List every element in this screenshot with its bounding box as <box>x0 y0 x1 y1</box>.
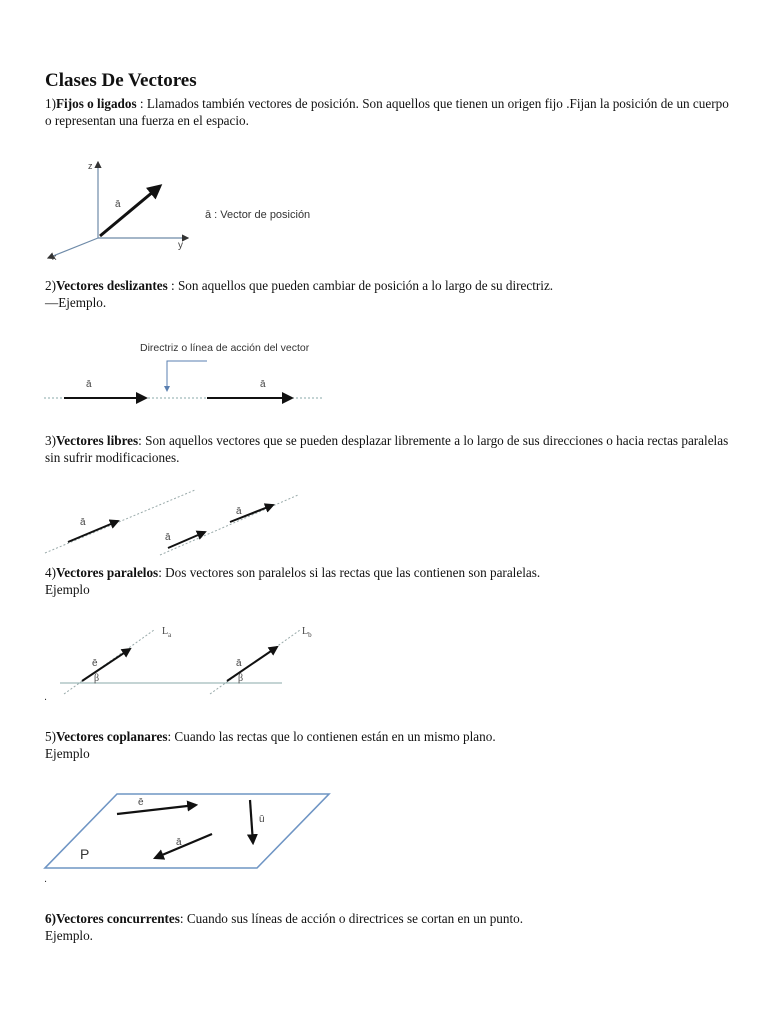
figure-parallel-vectors <box>42 620 332 702</box>
section-4-number: 4) <box>45 565 56 580</box>
section-4-term: Vectores paralelos <box>56 565 159 580</box>
free-line-1 <box>45 490 195 553</box>
section-1-term: Fijos o ligados <box>56 96 137 111</box>
section-1-number: 1) <box>45 96 56 111</box>
coplanar-vector-u <box>250 800 253 843</box>
section-2-example-label: —Ejemplo. <box>45 295 107 310</box>
figure-caption: ā : Vector de posición <box>205 209 311 221</box>
figure-dot: . <box>44 691 48 702</box>
coplanar-vector-e-label: ē <box>138 797 144 808</box>
section-3-term: Vectores libres <box>56 433 139 448</box>
section-5-description: : Cuando las rectas que lo contienen están en un mismo plano. <box>167 729 496 744</box>
section-2-term: Vectores deslizantes <box>56 278 168 293</box>
section-2-text <box>45 277 735 311</box>
free-line-2 <box>160 495 298 555</box>
section-3-number: 3) <box>45 433 56 448</box>
section-4-description: : Dos vectores son paralelos si las rectas que las contienen son paralelas. <box>158 565 541 580</box>
angle-label-1: β <box>94 673 100 684</box>
angle-label-2: β <box>238 673 244 684</box>
section-6-term: Vectores concurrentes <box>56 911 180 926</box>
section-2-description: : Son aquellos que pueden cambiar de posición a lo largo de su directriz. <box>167 278 554 293</box>
line-la-label: $L_a$ <box>162 626 172 639</box>
section-1-description: : Llamados también vectores de posición. Son aquellos que tienen un origen fijo .Fijan la posición de un cuerpo o representan una fuerza en el espacio. <box>45 96 729 128</box>
section-4-example-label: Ejemplo <box>45 582 90 597</box>
section-4-text <box>45 564 735 598</box>
section-6-example-label: Ejemplo. <box>45 928 93 943</box>
z-axis-label: z <box>88 161 93 171</box>
figure-free-vectors <box>40 485 310 560</box>
section-1-text <box>45 95 735 129</box>
section-6-lead <box>45 911 180 926</box>
section-3-text <box>45 432 735 466</box>
parallel-vector-1 <box>82 649 130 681</box>
sliding-vector-2-label: ā <box>260 379 266 390</box>
section-5-number: 5) <box>45 729 56 744</box>
free-vector-3-label: ā <box>236 506 242 517</box>
line-lb-label: $L_b$ <box>302 626 312 639</box>
coplanar-vector-a-label: ā <box>176 837 182 848</box>
figure-coplanar-vectors <box>42 788 342 884</box>
parallel-vector-1-label: ē <box>92 658 98 669</box>
page-title: Clases De Vectores <box>45 70 197 91</box>
coplanar-vector-u-label: ū <box>259 814 265 825</box>
y-axis-label: y <box>178 240 183 251</box>
section-6-description: : Cuando sus líneas de acción o directrices se cortan en un punto. <box>179 911 524 926</box>
figure-position-vector <box>40 150 350 270</box>
coplanar-vector-a <box>155 834 212 858</box>
free-vector-1-label: ā <box>80 517 86 528</box>
free-vector-2 <box>168 532 205 548</box>
section-5-text <box>45 728 735 762</box>
section-6-number: 6) <box>45 911 56 926</box>
free-vector-2-label: ā <box>165 532 171 543</box>
coplanar-vector-e <box>117 805 196 814</box>
section-6-text <box>45 910 735 944</box>
figure-dot: . <box>44 873 48 884</box>
sliding-vector-1-label: ā <box>86 379 92 390</box>
free-vector-1 <box>68 521 118 542</box>
callout-text: Directriz o línea de acción del vector <box>140 342 310 354</box>
vector-label: ā <box>115 199 121 210</box>
callout-arrow <box>167 361 207 391</box>
figure-sliding-vectors <box>42 335 332 410</box>
position-vector-arrow <box>100 186 160 236</box>
x-axis-label: x <box>52 252 57 262</box>
section-3-description: : Son aquellos vectores que se pueden desplazar libremente a lo largo de sus direcciones o hacia rectas paralelas sin sufrir modificaciones. <box>45 433 729 465</box>
parallel-vector-2-label: ā <box>236 658 242 669</box>
parallel-vector-2 <box>227 647 277 681</box>
section-5-example-label: Ejemplo <box>45 746 90 761</box>
plane-label: P <box>80 846 90 862</box>
section-5-term: Vectores coplanares <box>56 729 168 744</box>
section-2-number: 2) <box>45 278 56 293</box>
